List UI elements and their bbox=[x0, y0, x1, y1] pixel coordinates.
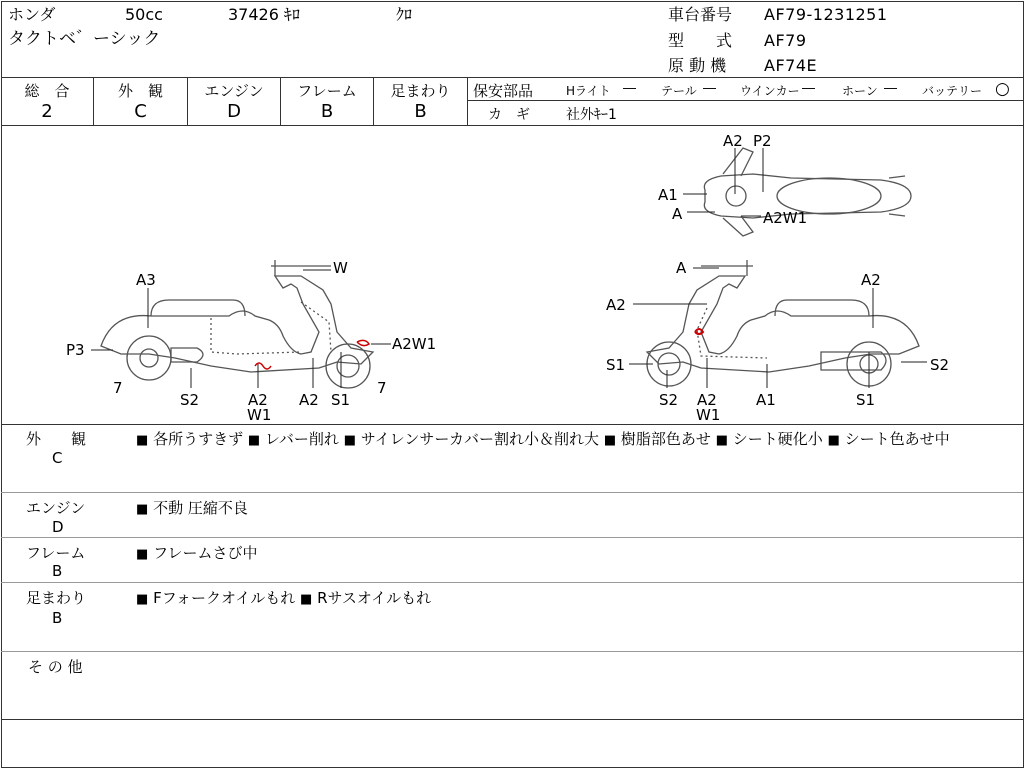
safety-battery-value: ○ bbox=[995, 79, 1010, 99]
remark-item: フレームさび中 bbox=[153, 544, 258, 562]
diagram-label: S2 bbox=[180, 391, 200, 409]
grade-exterior-value: C bbox=[134, 101, 147, 122]
diagram-label: A2W1 bbox=[763, 209, 808, 227]
remark-exterior-label: 外 観 bbox=[26, 430, 87, 448]
diagram-label: S2 bbox=[659, 391, 679, 409]
divider bbox=[467, 77, 468, 125]
diagram-label: A2W1 bbox=[392, 335, 437, 353]
safety-taillight-value: ― bbox=[703, 81, 716, 96]
diagram-label: S2 bbox=[930, 356, 950, 374]
diagram-label: A2 bbox=[697, 391, 717, 409]
type-value: AF79 bbox=[764, 31, 807, 50]
diagram-label: S1 bbox=[606, 356, 626, 374]
diagram-label: A bbox=[672, 205, 683, 223]
diagram-label: A2 bbox=[299, 391, 319, 409]
mileage: 37426 ｷﾛ bbox=[228, 5, 300, 24]
grade-frame-label: フレーム bbox=[297, 82, 357, 100]
remark-frame-items: ■ フレームさび中 bbox=[136, 544, 258, 562]
damage-mark bbox=[357, 340, 369, 345]
remark-other-label: そ の 他 bbox=[28, 658, 83, 676]
engine-model-label: 原 動 機 bbox=[668, 56, 727, 75]
diagram-label: A1 bbox=[756, 391, 776, 409]
remark-engine-grade: D bbox=[52, 518, 64, 536]
grade-suspension-value: B bbox=[414, 101, 427, 122]
grade-frame-value: B bbox=[320, 101, 334, 122]
grade-overall-value: 2 bbox=[41, 101, 53, 122]
diagram-label: A2 bbox=[861, 271, 881, 289]
remark-item: Fフォークオイルもれ bbox=[153, 589, 296, 607]
safety-taillight-label: テール bbox=[661, 84, 697, 98]
remark-engine-items: ■ 不動 圧縮不良 bbox=[136, 499, 248, 517]
divider bbox=[1, 537, 1023, 538]
remark-item: 樹脂部色あせ bbox=[620, 430, 711, 448]
divider bbox=[1, 719, 1023, 720]
diagram-label: W1 bbox=[696, 406, 721, 424]
remark-item: Rサスオイルもれ bbox=[317, 589, 432, 607]
diagram-label: A1 bbox=[658, 186, 678, 204]
color: ｸﾛ bbox=[396, 5, 413, 24]
frame-number-value: AF79-1231251 bbox=[764, 5, 888, 24]
diagram-label: S1 bbox=[331, 391, 351, 409]
safety-winker-value: ― bbox=[802, 81, 815, 96]
divider bbox=[1, 582, 1023, 583]
grade-suspension-label: 足まわり bbox=[390, 82, 451, 100]
key-label: カ ギ bbox=[488, 107, 530, 123]
remark-item: 各所うすきず bbox=[153, 430, 244, 448]
grade-engine-label: エンジン bbox=[204, 82, 264, 100]
diagram-label: A2 bbox=[723, 132, 743, 150]
remark-item: レバー削れ bbox=[264, 430, 339, 448]
diagram-label: S1 bbox=[856, 391, 876, 409]
remark-item: サイレンサーカバー割れ小＆削れ大 bbox=[360, 430, 600, 448]
safety-horn-label: ホーン bbox=[842, 84, 878, 98]
type-label: 型 式 bbox=[668, 31, 733, 50]
remark-suspension-items: ■ Fフォークオイルもれ ■ Rサスオイルもれ bbox=[136, 589, 432, 607]
safety-winker-label: ウインカー bbox=[740, 84, 800, 98]
diagram-label: A2 bbox=[606, 296, 626, 314]
engine-model-value: AF74E bbox=[764, 56, 818, 75]
remark-suspension-label: 足まわり bbox=[26, 589, 87, 607]
safety-horn-value: ― bbox=[884, 81, 897, 96]
damage-mark bbox=[255, 363, 271, 369]
damage-mark bbox=[695, 329, 703, 334]
divider bbox=[1, 424, 1023, 425]
remark-engine-label: エンジン bbox=[26, 499, 86, 517]
divider bbox=[1, 651, 1023, 652]
diagram-label: A2 bbox=[248, 391, 268, 409]
grade-engine-value: D bbox=[227, 101, 241, 122]
safety-title: 保安部品 bbox=[473, 82, 534, 100]
displacement: 50cc bbox=[125, 5, 163, 24]
remark-item: シート色あせ中 bbox=[844, 430, 950, 448]
diagram-label: P3 bbox=[66, 341, 85, 359]
maker: ホンダ bbox=[8, 5, 56, 24]
remark-exterior-items: ■ 各所うすきず ■ レバー削れ ■ サイレンサーカバー割れ小＆削れ大 ■ 樹脂部色あせ ■ シート硬化小 ■ シート色あせ中 bbox=[136, 430, 950, 448]
grade-exterior-label: 外 観 bbox=[117, 82, 163, 100]
divider bbox=[1, 492, 1023, 493]
divider bbox=[1, 77, 1023, 78]
grade-overall-label: 総 合 bbox=[24, 82, 70, 100]
remark-item: シート硬化小 bbox=[732, 430, 823, 448]
remark-item: 不動 圧縮不良 bbox=[153, 499, 248, 517]
diagram-label: A bbox=[676, 259, 687, 277]
safety-headlight-value: ― bbox=[623, 81, 636, 96]
frame-number-label: 車台番号 bbox=[668, 5, 733, 24]
remark-suspension-grade: B bbox=[52, 609, 63, 627]
divider bbox=[467, 100, 1023, 101]
safety-headlight-label: Hライト bbox=[566, 84, 611, 98]
leader-lines bbox=[91, 148, 927, 388]
remark-exterior-grade: C bbox=[52, 449, 63, 467]
key-value: 社外ｷｰ1 bbox=[566, 107, 617, 123]
diagram-label: 7 bbox=[113, 379, 123, 397]
diagram-label: P2 bbox=[753, 132, 772, 150]
remark-frame-label: フレーム bbox=[26, 544, 86, 562]
diagram-label: W bbox=[333, 259, 348, 277]
remark-frame-grade: B bbox=[52, 562, 63, 580]
diagram-label: A3 bbox=[136, 271, 156, 289]
diagram-label: W1 bbox=[247, 406, 272, 424]
safety-battery-label: バッテリー bbox=[922, 84, 983, 98]
model-name: タクトベ゛ーシック bbox=[8, 29, 161, 49]
diagram-label: 7 bbox=[377, 379, 387, 397]
